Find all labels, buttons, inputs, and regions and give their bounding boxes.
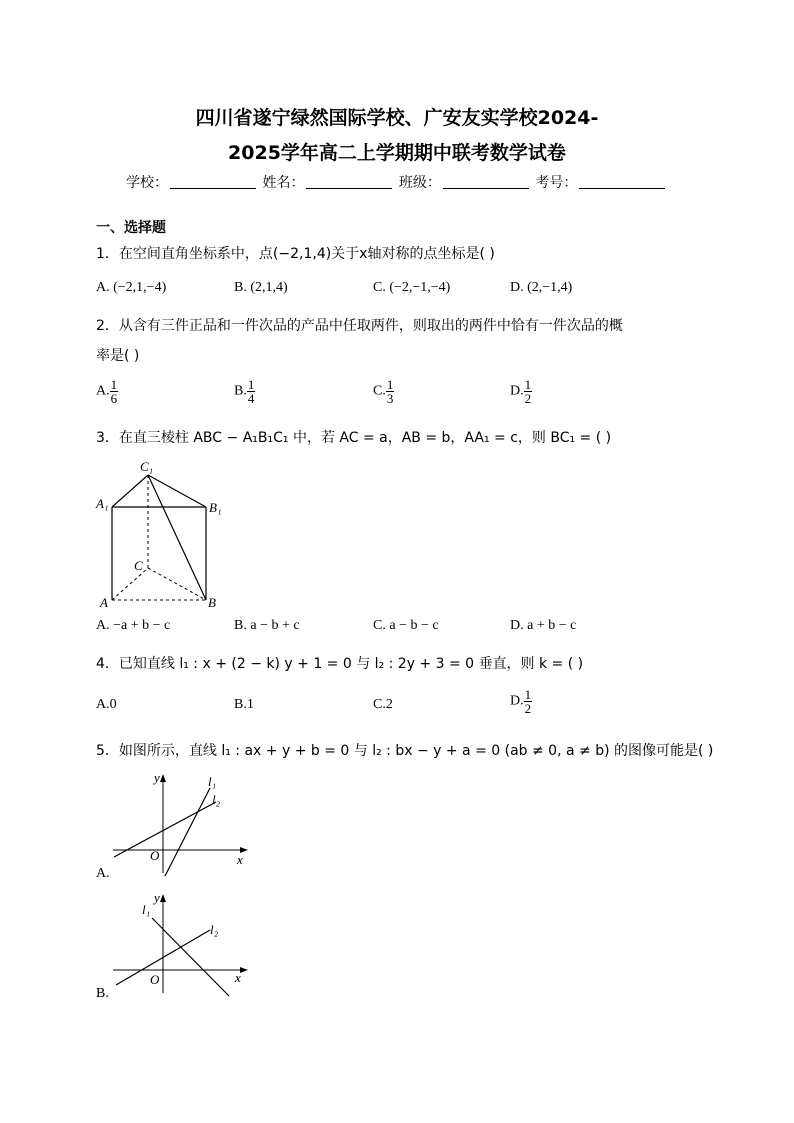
q5-option-a-label[interactable]: A. [96,866,110,881]
label-b: B [208,595,216,610]
q1-option-c[interactable]: C. (−2,−1,−4) [373,280,451,295]
q2-option-c[interactable]: C. $\frac{1}{3}$ [373,377,394,406]
fig-a-x-label: x [237,852,243,867]
class-blank[interactable] [443,176,529,189]
name-label: 姓名： [262,175,305,191]
q4-option-a[interactable]: A.0 [96,697,117,712]
q2-stem-line-1: 2．从含有三件正品和一件次品的产品中任取两件，则取出的两件中恰有一件次品的概 [96,318,623,334]
q4-stem: 4．已知直线 l₁ : x + (2 − k) y + 1 = 0 与 l₂ : 2y + 3 = 0 垂直，则 k = ( ) [96,656,584,672]
q2-option-d[interactable]: D. $\frac{1}{2}$ [510,377,532,406]
q2-stem-line-2: 率是( ) [96,348,140,364]
label-b1: B₁ [209,500,222,515]
fig-a-l1: l₁ [208,774,217,789]
q4-option-d[interactable]: D. $\frac{1}{2}$ [510,687,532,716]
q1-option-d[interactable]: D. (2,−1,4) [510,280,573,295]
q3-prism-figure [90,455,240,615]
q3-option-a[interactable]: A. −a + b − c [96,618,171,633]
name-blank[interactable] [306,176,392,189]
fig-a-origin: O [150,848,160,863]
q4-option-c[interactable]: C.2 [373,697,393,712]
exam-no-label: 考号： [535,175,578,191]
q5-figure-a [108,768,258,878]
q2-option-a[interactable]: A. $\frac{1}{6}$ [96,377,118,406]
label-c: C [134,558,143,573]
q5-stem: 5．如图所示，直线 l₁ : ax + y + b = 0 与 l₂ : bx − y + a = 0 (ab ≠ 0, a ≠ b) 的图像可能是( ) [96,743,714,759]
q2-option-b[interactable]: B. $\frac{1}{4}$ [234,377,255,406]
q3-stem: 3．在直三棱柱 ABC − A₁B₁C₁ 中，若 AC = a，AB = b，AA₁ = c，则 BC₁ = ( ) [96,430,612,446]
q1-option-b[interactable]: B. (2,1,4) [234,280,288,295]
q3-option-c[interactable]: C. a − b − c [373,618,439,633]
fig-b-l2: l₂ [210,922,219,937]
class-label: 班级： [398,175,441,191]
q3-option-b[interactable]: B. a − b + c [234,618,300,633]
q1-stem: 1．在空间直角坐标系中，点(−2,1,4)关于x轴对称的点坐标是( ) [96,246,495,262]
title-line-1: 四川省遂宁绿然国际学校、广安友实学校2024- [195,107,599,129]
q1-option-a[interactable]: A. (−2,1,−4) [96,280,167,295]
school-blank[interactable] [170,176,256,189]
fig-b-y-label: y [154,890,160,905]
school-label: 学校： [126,175,168,191]
label-a: A [100,595,108,610]
label-c1: C₁ [140,459,154,474]
title-line-2: 2025学年高二上学期期中联考数学试卷 [228,142,566,164]
q4-option-b[interactable]: B.1 [234,697,254,712]
section-heading: 一、选择题 [96,220,166,236]
label-a1: A₁ [96,496,109,511]
fig-b-x-label: x [235,970,241,985]
q5-option-b-label[interactable]: B. [96,986,109,1001]
info-line [126,172,667,192]
q5-figure-b [108,888,258,998]
exam-no-blank[interactable] [579,176,665,189]
fig-a-l2: l₂ [212,792,221,807]
fig-b-l1: l₁ [142,902,151,917]
fig-a-y-label: y [154,770,160,785]
q3-option-d[interactable]: D. a + b − c [510,618,577,633]
fig-b-origin: O [150,972,160,987]
